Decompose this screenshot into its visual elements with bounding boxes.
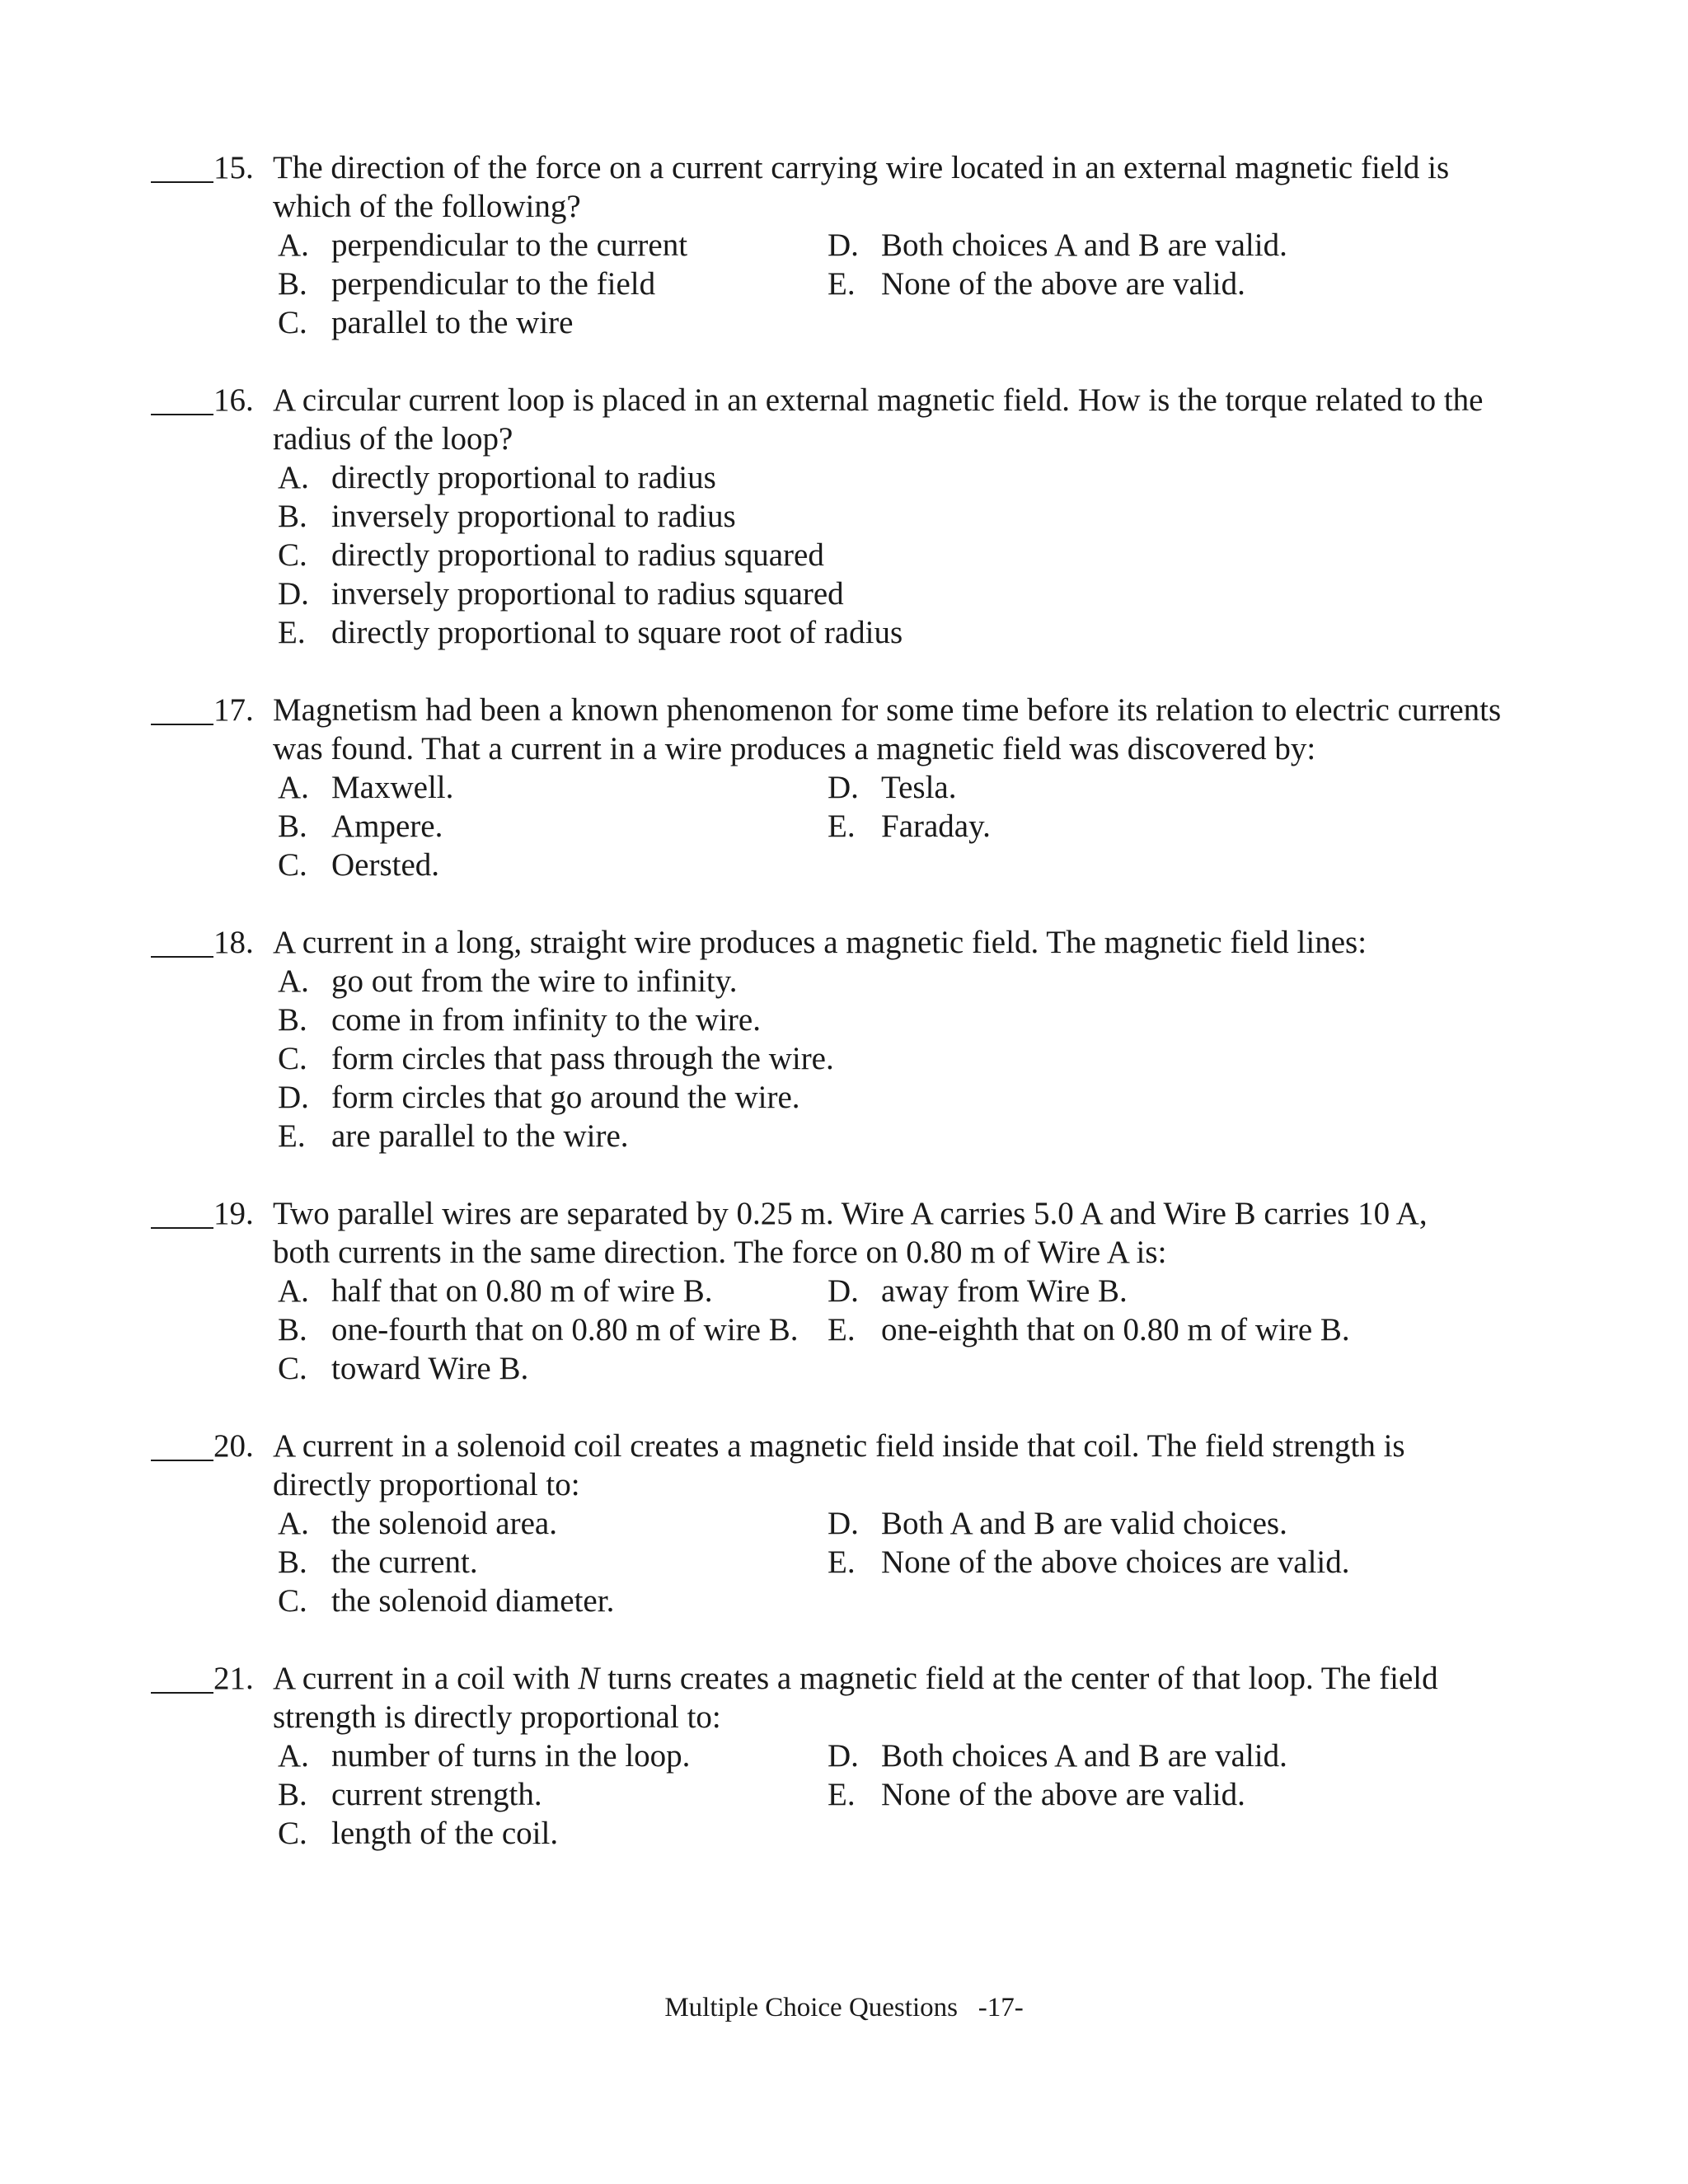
option-text: Ampere. bbox=[331, 808, 443, 844]
option-text: None of the above are valid. bbox=[881, 266, 1245, 302]
question-19 bbox=[0, 1194, 1688, 1388]
option-letter: B. bbox=[278, 1002, 307, 1038]
answer-blank[interactable] bbox=[151, 691, 213, 725]
question-text-continued: radius of the loop? bbox=[273, 421, 513, 457]
question-text: Magnetism had been a known phenomenon for some time before its relation to electric currents bbox=[273, 692, 1502, 728]
option-letter: A. bbox=[278, 227, 309, 263]
option-text: number of turns in the loop. bbox=[331, 1738, 691, 1774]
question-number: 18. bbox=[213, 925, 254, 960]
option-text: one-eighth that on 0.80 m of wire B. bbox=[881, 1312, 1350, 1347]
page-footer bbox=[0, 1991, 1688, 2024]
question-number: 16. bbox=[213, 382, 254, 418]
option-text: directly proportional to square root of radius bbox=[331, 615, 903, 650]
option-text: inversely proportional to radius squared bbox=[331, 576, 844, 612]
option-text: the solenoid area. bbox=[331, 1506, 557, 1541]
option-letter: E. bbox=[828, 1544, 856, 1580]
option-letter: B. bbox=[278, 1544, 307, 1580]
option-text: the current. bbox=[331, 1544, 478, 1580]
option-letter: D. bbox=[278, 576, 309, 612]
option-text: form circles that pass through the wire. bbox=[331, 1041, 834, 1076]
option-text: perpendicular to the field bbox=[331, 266, 656, 302]
answer-blank[interactable] bbox=[151, 1194, 213, 1229]
option-letter: A. bbox=[278, 770, 309, 805]
question-text: Two parallel wires are separated by 0.25 m. Wire A carries 5.0 A and Wire B carries 10 A, bbox=[273, 1196, 1428, 1231]
option-letter: B. bbox=[278, 1312, 307, 1347]
option-letter: D. bbox=[828, 1506, 859, 1541]
option-text: current strength. bbox=[331, 1777, 542, 1812]
answer-blank[interactable] bbox=[151, 1659, 213, 1694]
question-text-continued: directly proportional to: bbox=[273, 1467, 580, 1502]
question-text-continued: was found. That a current in a wire produces a magnetic field was discovered by: bbox=[273, 731, 1316, 766]
question-number: 20. bbox=[213, 1428, 254, 1464]
question-text-continued: both currents in the same direction. The force on 0.80 m of Wire A is: bbox=[273, 1235, 1167, 1270]
option-letter: A. bbox=[278, 1738, 309, 1774]
question-text: A circular current loop is placed in an external magnetic field. How is the torque related to the bbox=[273, 382, 1484, 418]
question-number: 17. bbox=[213, 692, 254, 728]
option-text: directly proportional to radius bbox=[331, 460, 716, 495]
option-text: toward Wire B. bbox=[331, 1351, 529, 1386]
option-letter: A. bbox=[278, 963, 309, 999]
option-text: away from Wire B. bbox=[881, 1273, 1128, 1309]
question-20 bbox=[0, 1427, 1688, 1620]
option-letter: C. bbox=[278, 1583, 307, 1619]
option-text: parallel to the wire bbox=[331, 305, 574, 340]
option-letter: E. bbox=[828, 808, 856, 844]
question-text-continued: which of the following? bbox=[273, 189, 581, 224]
option-letter: E. bbox=[828, 1777, 856, 1812]
option-letter: C. bbox=[278, 305, 307, 340]
option-text: inversely proportional to radius bbox=[331, 499, 736, 534]
question-18 bbox=[0, 923, 1688, 1155]
question-17 bbox=[0, 691, 1688, 884]
option-text: Both A and B are valid choices. bbox=[881, 1506, 1287, 1541]
answer-blank[interactable] bbox=[151, 148, 213, 183]
option-text: None of the above are valid. bbox=[881, 1777, 1245, 1812]
option-letter: C. bbox=[278, 847, 307, 883]
answer-blank[interactable] bbox=[151, 381, 213, 415]
option-letter: D. bbox=[828, 227, 859, 263]
option-text: Oersted. bbox=[331, 847, 440, 883]
question-text: A current in a long, straight wire produces a magnetic field. The magnetic field lines: bbox=[273, 925, 1367, 960]
answer-blank[interactable] bbox=[151, 1427, 213, 1461]
option-letter: A. bbox=[278, 1273, 309, 1309]
option-letter: A. bbox=[278, 460, 309, 495]
option-text: one-fourth that on 0.80 m of wire B. bbox=[331, 1312, 799, 1347]
option-letter: B. bbox=[278, 499, 307, 534]
option-text: perpendicular to the current bbox=[331, 227, 688, 263]
question-16 bbox=[0, 381, 1688, 652]
question-text bbox=[273, 1659, 1438, 1698]
question-number: 15. bbox=[213, 150, 254, 185]
option-letter: D. bbox=[828, 1738, 859, 1774]
question-15 bbox=[0, 148, 1688, 342]
option-letter: E. bbox=[278, 615, 306, 650]
question-text: A current in a solenoid coil creates a magnetic field inside that coil. The field strength is bbox=[273, 1428, 1405, 1464]
question-number: 19. bbox=[213, 1196, 254, 1231]
option-letter: C. bbox=[278, 1351, 307, 1386]
option-letter: D. bbox=[278, 1080, 309, 1115]
question-number: 21. bbox=[213, 1661, 254, 1696]
option-text: are parallel to the wire. bbox=[331, 1118, 629, 1154]
option-letter: D. bbox=[828, 770, 859, 805]
option-text: go out from the wire to infinity. bbox=[331, 963, 738, 999]
question-21 bbox=[0, 1659, 1688, 1853]
answer-blank[interactable] bbox=[151, 923, 213, 958]
option-text: length of the coil. bbox=[331, 1816, 559, 1851]
option-letter: D. bbox=[828, 1273, 859, 1309]
option-letter: E. bbox=[278, 1118, 306, 1154]
page-number: -17- bbox=[978, 1993, 1024, 2022]
option-text: Tesla. bbox=[881, 770, 957, 805]
question-text-part: turns creates a magnetic field at the center of that loop. The field bbox=[599, 1661, 1438, 1696]
footer-label: Multiple Choice Questions bbox=[664, 1993, 958, 2022]
question-text: The direction of the force on a current carrying wire located in an external magnetic field is bbox=[273, 150, 1450, 185]
option-letter: A. bbox=[278, 1506, 309, 1541]
option-text: Both choices A and B are valid. bbox=[881, 1738, 1287, 1774]
option-text: None of the above choices are valid. bbox=[881, 1544, 1350, 1580]
option-letter: E. bbox=[828, 1312, 856, 1347]
option-text: form circles that go around the wire. bbox=[331, 1080, 800, 1115]
option-text: directly proportional to radius squared bbox=[331, 537, 824, 573]
option-text: come in from infinity to the wire. bbox=[331, 1002, 761, 1038]
option-text: Maxwell. bbox=[331, 770, 454, 805]
option-text: half that on 0.80 m of wire B. bbox=[331, 1273, 713, 1309]
option-letter: E. bbox=[828, 266, 856, 302]
option-letter: B. bbox=[278, 808, 307, 844]
option-letter: C. bbox=[278, 537, 307, 573]
option-letter: C. bbox=[278, 1816, 307, 1851]
option-letter: B. bbox=[278, 266, 307, 302]
question-text-continued: strength is directly proportional to: bbox=[273, 1699, 721, 1735]
question-text-part: A current in a coil with bbox=[273, 1661, 579, 1696]
option-letter: B. bbox=[278, 1777, 307, 1812]
option-text: Both choices A and B are valid. bbox=[881, 227, 1287, 263]
option-text: the solenoid diameter. bbox=[331, 1583, 615, 1619]
option-letter: C. bbox=[278, 1041, 307, 1076]
variable-n: N bbox=[578, 1661, 600, 1696]
option-text: Faraday. bbox=[881, 808, 991, 844]
